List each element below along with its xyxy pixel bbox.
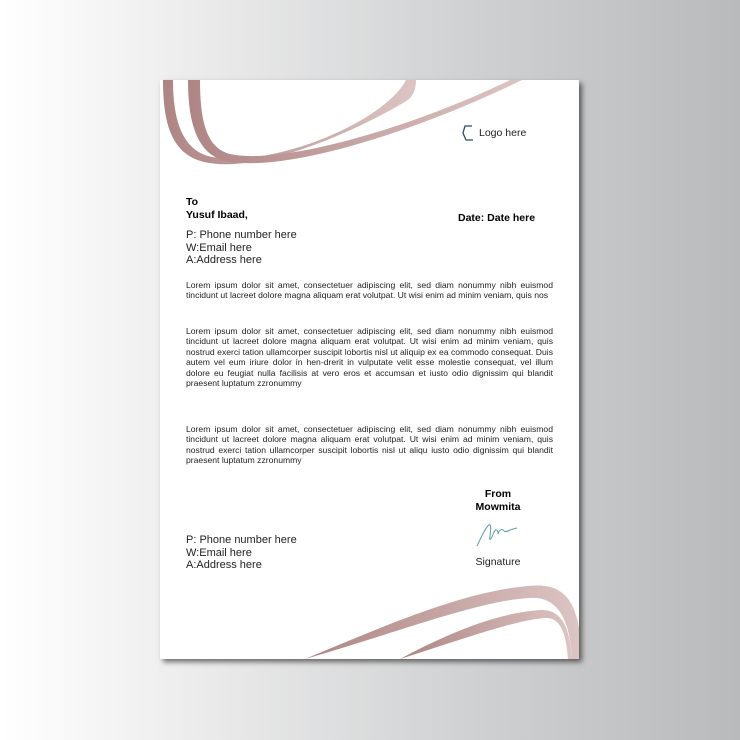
signature-label: Signature: [475, 556, 521, 568]
logo: [462, 124, 526, 142]
sender-email: W:Email here: [186, 546, 252, 559]
sender-phone: P: Phone number here: [186, 534, 297, 546]
recipient-address: A:Address here: [186, 254, 262, 267]
date-text: Date: Date here: [458, 212, 536, 224]
logo-text: Logo here: [479, 127, 527, 139]
recipient-contact: [186, 229, 297, 267]
recipient-email: W:Email here: [186, 241, 252, 254]
hexagon-outline-icon: [462, 124, 476, 142]
recipient-name: Yusuf Ibaad,: [186, 209, 248, 221]
sender-contact: [186, 534, 297, 572]
body-paragraph-1: Lorem ipsum dolor sit amet, consectetuer adipiscing elit, sed diam nonummy nibh euismod tincidunt ut lacreet dolore magna aliquam erat volutpat. Ut wisi enim ad minim veniam, quis nos: [186, 280, 553, 301]
sender-block: [460, 488, 536, 513]
recipient-block: [186, 196, 248, 222]
recipient-phone: P: Phone number here: [186, 229, 297, 241]
body-paragraph-2: Lorem ipsum dolor sit amet, consectetuer adipiscing elit, sed diam nonummy nibh euismod tincidunt ut lacreet dolore magna aliquam erat volutpat. Ut wisi enim ad minim veniam, quis nostrud exerci tation ullamcorper suscipit lobortis nisl ut aliquip ex ea commodo consequat. Duis autem vel eum iriure dolor in hen-drerit in vulputate velit esse molestie consequat, vel illum dolore eu feugiat nulla facilisis at vero eros et accumsan et iusto odio dignissim qui blandit praesent luptatum zzronummy: [186, 326, 553, 389]
sender-address: A:Address here: [186, 559, 262, 572]
from-label: From: [484, 488, 512, 500]
body-paragraph-3: Lorem ipsum dolor sit amet, consectetuer adipiscing elit, sed diam nonummy nibh euismod tincidunt ut lacreet dolore magna aliquam erat volutpat. Ut wisi enim ad minim veniam, quis nostrud exerci tation ullamcorper suscipit lobortis nisl ut aliqu iusto odio dignissim qui blandit praesent luptatum zzronummy: [186, 424, 553, 466]
signature-scribble: [473, 520, 523, 550]
to-label: To: [186, 196, 199, 208]
sender-name: Mowmita: [475, 500, 521, 513]
letterhead-sheet: [160, 80, 579, 659]
